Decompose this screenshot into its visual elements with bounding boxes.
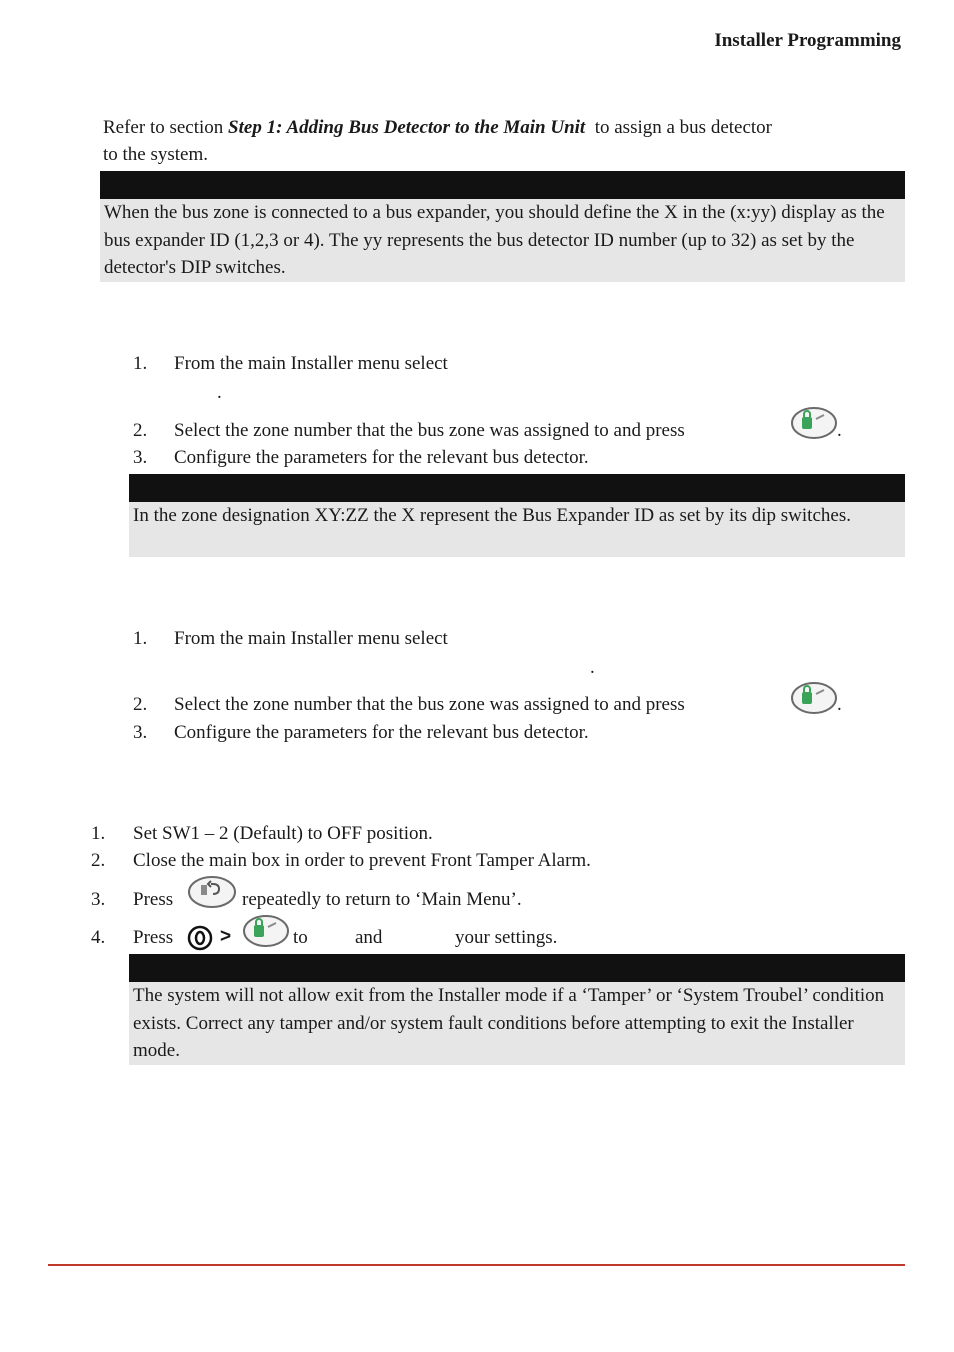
- enter-key-icon: [790, 680, 838, 716]
- note-text: The system will not allow exit from the Installer mode if a ‘Tamper’ or ‘System Troubel’ condition exists. Correct any tamper and/or system fault conditions before attempting to exit the Installer mode.: [133, 985, 885, 1061]
- list-item-number: 2.: [91, 850, 106, 871]
- list-item-number: 3.: [91, 889, 106, 910]
- list-item-tail: .: [590, 657, 595, 678]
- list-item-number: 1.: [133, 353, 148, 374]
- note-header-bar: [129, 954, 905, 982]
- list-item-tail: .: [217, 382, 222, 403]
- note-header-bar: [129, 474, 905, 502]
- intro-paragraph: [103, 114, 903, 168]
- list-item-prefix: Press: [133, 927, 174, 948]
- page-header-title: Installer Programming: [714, 30, 901, 51]
- list-item-tail: .: [837, 694, 842, 715]
- footer-divider: [48, 1264, 905, 1266]
- list-item-number: 1.: [133, 628, 148, 649]
- list-item-text: Set SW1 – 2 (Default) to OFF position.: [133, 823, 433, 844]
- list-item-number: 2.: [133, 420, 148, 441]
- note-box: [100, 199, 905, 282]
- intro-prefix: Refer to section: [103, 117, 229, 138]
- list-item-prefix: Press: [133, 889, 174, 910]
- note-box: [129, 502, 905, 557]
- list-item-number: 3.: [133, 447, 148, 468]
- list-item-text: From the main Installer menu select: [174, 628, 448, 649]
- list-item-number: 4.: [91, 927, 106, 948]
- list-item-and: and: [355, 927, 383, 948]
- note-text: When the bus zone is connected to a bus expander, you should define the X in the (x:yy) display as the bus expander ID (1,2,3 or 4). The yy represents the bus detector ID number (up to 32) as set by the detector's DIP switches.: [104, 202, 885, 278]
- list-item-text: Select the zone number that the bus zone was assigned to and press: [174, 420, 685, 441]
- list-item-number: 2.: [133, 694, 148, 715]
- note-text: In the zone designation XY:ZZ the X represent the Bus Expander ID as set by its dip switches.: [133, 505, 851, 526]
- list-item-text: From the main Installer menu select: [174, 353, 448, 374]
- note-header-bar: [100, 171, 905, 199]
- back-key-icon: [187, 874, 237, 910]
- key-sequence-separator: >: [220, 926, 232, 947]
- enter-key-icon: [790, 405, 838, 441]
- list-item-text: Select the zone number that the bus zone was assigned to and press: [174, 694, 685, 715]
- section-reference: Step 1: Adding Bus Detector to the Main Unit: [228, 117, 586, 138]
- list-item-text: Configure the parameters for the relevant bus detector.: [174, 722, 589, 743]
- list-item-text: your settings.: [455, 927, 558, 948]
- enter-key-icon: [242, 913, 290, 949]
- list-item-number: 1.: [91, 823, 106, 844]
- list-item-text: Configure the parameters for the relevant bus detector.: [174, 447, 589, 468]
- zero-key-icon: [187, 925, 213, 951]
- intro-suffix: to assign a bus detector: [585, 117, 773, 138]
- note-box: [129, 982, 905, 1065]
- list-item-text: repeatedly to return to ‘Main Menu’.: [242, 889, 522, 910]
- list-item-number: 3.: [133, 722, 148, 743]
- list-item-tail: .: [837, 420, 842, 441]
- list-item-text: Close the main box in order to prevent Front Tamper Alarm.: [133, 850, 591, 871]
- intro-line2: to the system.: [103, 144, 209, 165]
- list-item-to: to: [293, 927, 308, 948]
